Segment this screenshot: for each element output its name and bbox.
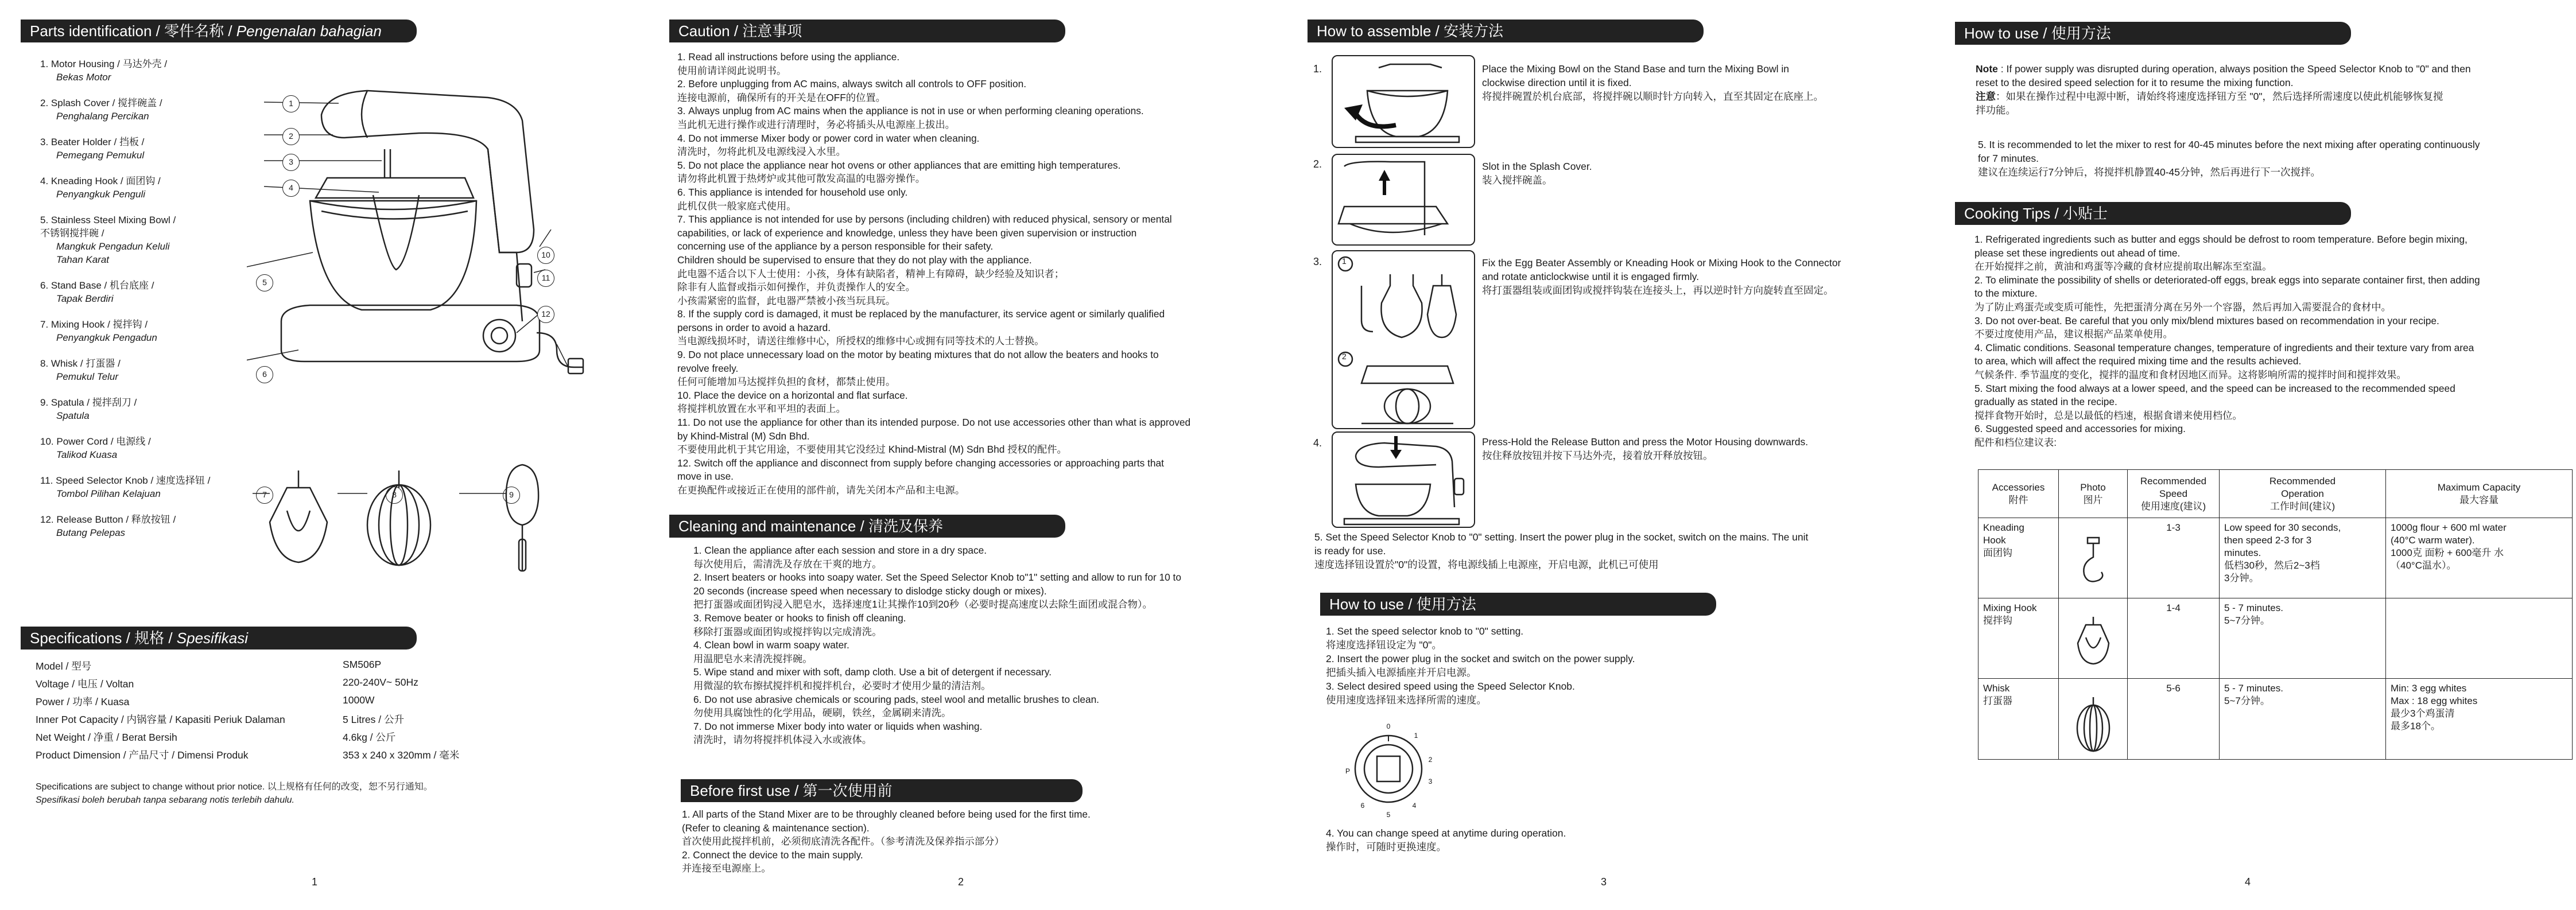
table-cell-operation: 5 - 7 minutes. 5~7分钟。 (2220, 598, 2386, 679)
part-name: 8. Whisk / 打蛋器 / (40, 358, 121, 369)
step-3-text: Fix the Egg Beater Assembly or Kneading Hook or Mixing Hook to the Connector and rotate anticlockwise until it is engaged firmly. 将打蛋器组装或面团钩或搅拌钩装在连接头上，再以逆时针方向旋转直至固定。 (1482, 257, 1841, 296)
part-item (40, 96, 258, 123)
spec-note-italic: Spesifikasi boleh berubah tanpa sebarang notis terlebih dahulu. (36, 795, 294, 805)
part-name-malay: Penyangkuk Penguli (56, 189, 146, 200)
callout-number: 1 (282, 95, 300, 112)
part-item (40, 396, 258, 422)
dial-label: 0 (1386, 722, 1391, 730)
step-5-text: 5. Set the Speed Selector Knob to "0" setting. Insert the power plug in the socket, switch on the mains. The unit is ready for use. 速度选择钮设置於"0"的设置，将电源线插上电源座，开启电源，此机已可使用 (1314, 531, 1809, 570)
spec-row (36, 712, 552, 730)
spec-key: Power / 功率 / Kuasa (36, 696, 130, 707)
part-item (40, 135, 258, 162)
part-name-malay: Penghalang Percikan (56, 111, 149, 122)
part-item (40, 174, 258, 201)
part-name: 2. Splash Cover / 搅拌碗盖 / (40, 98, 162, 108)
spec-row (36, 694, 552, 712)
spec-value: 353 x 240 x 320mm / 毫米 (343, 749, 460, 761)
part-name-malay: Tombol Pilihan Kelajuan (56, 488, 161, 499)
cleaning-header: Cleaning and maintenance / 清洗及保养 (669, 515, 1065, 538)
page-3 (1288, 0, 1932, 910)
part-name-malay: Talikod Kuasa (56, 449, 118, 460)
table-cell-photo (2059, 518, 2128, 598)
table-cell-speed: 1-3 (2128, 518, 2220, 598)
part-name-malay: Spatula (56, 410, 90, 421)
page-number: 2 (957, 876, 964, 888)
part-name-malay: Pemegang Pemukul (56, 150, 145, 161)
callout-number: 5 (256, 274, 273, 291)
dial-label: 4 (1412, 802, 1417, 810)
how-to-use-text-2: 4. You can change speed at anytime during operation. 操作时，可随时更换速度。 (1326, 827, 1566, 853)
callout-number: 6 (256, 366, 273, 383)
callout-number: 8 (386, 487, 403, 504)
page-number: 4 (2244, 876, 2251, 888)
step-3-circle-1: 1 (1342, 256, 1347, 266)
table-cell-accessory: Mixing Hook 搅拌钩 (1978, 598, 2059, 679)
parts-list (40, 57, 258, 552)
table-header-row (1978, 470, 2573, 518)
part-name: 6. Stand Base / 机台底座 / (40, 280, 154, 291)
callout-number: 11 (537, 270, 554, 287)
part-item (40, 279, 258, 305)
release-button-illustration (1333, 433, 1474, 527)
attach-accessory-illustration (1333, 251, 1474, 428)
callout-number: 12 (537, 306, 554, 323)
part-item (40, 435, 258, 461)
note-cn-text (1976, 90, 2573, 117)
first-use-header: Before first use / 第一次使用前 (681, 779, 1083, 802)
table-header-cell: Recommended Operation 工作时间(建议) (2220, 470, 2386, 518)
callout-number: 7 (256, 487, 273, 504)
step-number: 2. (1313, 158, 1322, 170)
spec-header-text: Specifications / 规格 / (30, 629, 177, 647)
cooking-tips-header: Cooking Tips / 小贴士 (1955, 202, 2351, 225)
page-1 (0, 0, 644, 910)
step-number: 1. (1313, 63, 1322, 75)
part-name: 11. Speed Selector Knob / 速度选择钮 / (40, 475, 211, 486)
part-item (40, 213, 258, 266)
table-cell-operation: 5 - 7 minutes. 5~7分钟。 (2220, 679, 2386, 760)
assemble-header: How to assemble / 安装方法 (1308, 20, 1704, 42)
spec-key: Voltage / 电压 / Voltan (36, 678, 134, 690)
table-cell-accessory: Whisk 打蛋器 (1978, 679, 2059, 760)
table-header-cell: Recommended Speed 使用速度(建议) (2128, 470, 2220, 518)
spec-header-italic: Spesifikasi (176, 629, 249, 647)
dial-label: P (1345, 767, 1351, 775)
mixing-hook-icon (2073, 615, 2113, 666)
spec-row (36, 676, 552, 694)
callout-number: 2 (282, 128, 300, 145)
splash-cover-illustration (1333, 155, 1474, 244)
spec-row (36, 748, 552, 765)
spec-row (36, 659, 552, 676)
dial-label: 1 (1414, 732, 1418, 740)
part-name: 5. Stainless Steel Mixing Bowl / 不锈钢搅拌碗 / (40, 215, 176, 239)
step-2-text: Slot in the Splash Cover. 装入搅拌碗盖。 (1482, 161, 1592, 186)
table-header-cell: Photo 图片 (2059, 470, 2128, 518)
parts-header-italic: Pengenalan bahagian (236, 22, 382, 40)
part-item (40, 57, 258, 84)
note-cn-body: ：如果在操作过程中电源中断，请始终将速度选择钮方至 "0"，然后选择所需速度以使此机能够恢复搅 拌功能。 (1976, 91, 2443, 116)
table-header-cell: Maximum Capacity 最大容量 (2386, 470, 2573, 518)
step-1-image (1332, 55, 1475, 148)
spec-note (36, 780, 433, 807)
spec-value: 1000W (343, 694, 375, 706)
rest-text: 5. It is recommended to let the mixer to rest for 40-45 minutes before the next mixing after operating continuously for 7 minutes. 建议在连续运行7分钟后，将搅拌机静置40-45分钟，然后再进行下一次搅拌。 (1978, 139, 2480, 178)
dial-label: 6 (1360, 802, 1365, 810)
table-row (1978, 518, 2573, 598)
table-row (1978, 679, 2573, 760)
cooking-tips-text: 1. Refrigerated ingredients such as butter and eggs should be defrost to room temperature. Before begin mixing, please set these ingredients out ahead of time. 在开始搅拌之前，黄油和鸡蛋等冷藏的食材应提前取出解冻至室温。 2. To eliminate the possibility of shells or deteriorated-off eggs, break eggs into separate container first, then adding to the mixture. 为了防止鸡蛋壳或变质可能性，先把蛋清分离在另外一个容器，然后再加入需要混合的食材中。 3. Do not over-beat. Be careful that you only mix/blend mixtures based on recommendation in your recipe. 不要过度使用产品，建议根据产品菜单使用。 4. Climatic conditions. Seasonal temperature changes, temperature of ingredients and their texture vary from area to area, which will affect the required mixing time and the results achieved. 气候条件. 季节温度的变化，搅拌的温度和食材因地区而异。这将影响所需的搅拌时间和搅拌效果。 5. Start mixing the food always at a lower speed, and the speed can be increased to the recommended speed gradually as stated in the recipe. 搅拌食物开始时，总是以最低的档速，根据食谱来使用档位。 6. Suggested speed and accessories for mixing. 配件和档位建议表: (1974, 234, 2480, 448)
part-name-malay: Pemukul Telur (56, 371, 119, 382)
part-name: 3. Beater Holder / 挡板 / (40, 137, 145, 147)
page-number: 3 (1600, 876, 1607, 888)
table-row (1978, 598, 2573, 679)
part-name: 12. Release Button / 释放按钮 / (40, 514, 176, 525)
table-cell-photo (2059, 598, 2128, 679)
part-name: 7. Mixing Hook / 搅拌钩 / (40, 319, 148, 330)
whisk-icon (2073, 695, 2113, 752)
step-number: 4. (1313, 437, 1322, 449)
table-header-cell: Accessories 附件 (1978, 470, 2059, 518)
speed-accessory-table (1978, 469, 2573, 760)
how-to-use-header: How to use / 使用方法 (1955, 22, 2351, 45)
page-number: 1 (311, 876, 317, 888)
dial-label: 2 (1428, 756, 1433, 764)
table-cell-photo (2059, 679, 2128, 760)
table-cell-capacity: Min: 3 egg whites Max : 18 egg whites 最少3个鸡蛋清 最多18个。 (2386, 679, 2573, 760)
caution-header: Caution / 注意事项 (669, 20, 1065, 42)
note-text (1976, 62, 2573, 90)
spec-key: Net Weight / 净重 / Berat Bersih (36, 732, 177, 743)
step-1-text: Place the Mixing Bowl on the Stand Base and turn the Mixing Bowl in clockwise direction until it is fixed. 将搅拌碗置於机台底部，将搅拌碗以顺时针方向转入，直至其固定在底座上。 (1482, 63, 1824, 102)
spec-row (36, 730, 552, 748)
spec-value: 220-240V~ 50Hz (343, 676, 418, 688)
part-name: 4. Kneading Hook / 面团钩 / (40, 176, 161, 186)
step-2-image (1332, 154, 1475, 246)
table-cell-speed: 1-4 (2128, 598, 2220, 679)
parts-header (21, 20, 417, 42)
table-cell-capacity (2386, 598, 2573, 679)
how-to-use-text: 1. Set the speed selector knob to "0" setting. 将速度选择钮设定为 "0"。 2. Insert the power plug in the socket and switch on the power supply. 把插头插入电源插座并开启电源。 3. Select desired speed using the Speed Selector Knob. 使用速度选择钮来选择所需的速度。 (1326, 625, 1635, 706)
spec-key: Product Dimension / 产品尺寸 / Dimensi Produk (36, 749, 249, 761)
step-4-text: Press-Hold the Release Button and press the Motor Housing downwards. 按住释放按钮并按下马达外壳，接着放开释放按钮。 (1482, 436, 1809, 461)
part-item (40, 318, 258, 344)
part-item (40, 474, 258, 500)
bowl-rotate-illustration (1333, 56, 1474, 147)
table-cell-accessory: Kneading Hook 面团钩 (1978, 518, 2059, 598)
part-item (40, 357, 258, 383)
accessories-illustration (253, 459, 585, 574)
table-cell-speed: 5-6 (2128, 679, 2220, 760)
table-cell-operation: Low speed for 30 seconds, then speed 2-3 for 3 minutes. 低档30秒，然后2~3档 3分钟。 (2220, 518, 2386, 598)
spec-table (36, 659, 552, 765)
part-name-malay: Butang Pelepas (56, 527, 126, 538)
cleaning-text: 1. Clean the appliance after each session and store in a dry space. 每次使用后，需清洗及存放在干爽的地方。 2. Insert beaters or hooks into soapy water. Set the Speed Selector Knob to"1" setting and allow to run for 10 to 20 seconds (increase speed when necessary to dislodge sticky dough or mixes). 把打蛋器或面团钩浸入肥皂水，选择速度1让其操作10到20秒（必要时提高速度以去除生面团或混合物）。 3. Remove beater or hooks to finish off cleaning. 移除打蛋器或面团钩或搅拌钩以完成清洗。 4. Clean bowl in warm soapy water. 用温肥皂水来清洗搅拌碗。 5. Wipe stand and mixer with soft, damp cloth. Use a bit of detergent if necessary. 用微湿的软布擦拭搅拌机和搅拌机台，必要时才使用少量的清洁剂。 6. Do not use abrasive chemicals or scouring pads, steel wool and metallic brushes to clean. 勿使用具腐蚀性的化学用品，硬刷，铁丝，金属刷来清洗。 7. Do not immerse Mixer body into water or liquids when washing. 清洗时，请勿将搅拌机体浸入水或液体。 (693, 545, 1181, 746)
kneading-hook-icon (2076, 534, 2111, 586)
step-3-image (1332, 250, 1475, 429)
spec-note-text: Specifications are subject to change without prior notice. 以上规格有任何的改变，恕不另行通知。 (36, 782, 433, 792)
spec-key: Model / 型号 (36, 660, 92, 672)
speed-dial-illustration (1334, 716, 1443, 819)
mixer-illustration (247, 80, 591, 390)
parts-header-text: Parts identification / 零件名称 / (30, 22, 236, 40)
part-name: 9. Spatula / 搅拌刮刀 / (40, 397, 137, 408)
part-name-malay: Mangkuk Pengadun Keluli Tahan Karat (56, 241, 170, 265)
spec-key: Inner Pot Capacity / 内锅容量 / Kapasiti Periuk Dalaman (36, 714, 285, 725)
dial-label: 3 (1428, 777, 1433, 785)
step-3-circle-2: 2 (1342, 352, 1347, 361)
part-name: 1. Motor Housing / 马达外壳 / (40, 59, 168, 69)
part-name-malay: Penyangkuk Pengadun (56, 332, 157, 343)
note-body: : If power supply was disrupted during operation, always position the Speed Selector Knob to "0" and then reset to the desired speed selection for it to resume the mixing function. (1976, 63, 2471, 88)
callout-number: 10 (537, 247, 554, 264)
spec-value: 4.6kg / 公斤 (343, 732, 396, 743)
spec-value: SM506P (343, 659, 382, 670)
callout-number: 9 (503, 487, 520, 504)
part-name: 10. Power Cord / 电源线 / (40, 436, 151, 447)
part-item (40, 513, 258, 539)
callout-number: 3 (282, 154, 300, 171)
step-number: 3. (1313, 256, 1322, 267)
part-name-malay: Tapak Berdiri (56, 293, 114, 304)
callout-number: 4 (282, 180, 300, 197)
how-to-use-header: How to use / 使用方法 (1320, 593, 1716, 616)
note-label: Note (1976, 63, 1998, 75)
spec-value: 5 Litres / 公升 (343, 714, 404, 725)
step-4-image (1332, 431, 1475, 528)
part-name-malay: Bekas Motor (56, 72, 111, 83)
page-2 (644, 0, 1288, 910)
page-4 (1932, 0, 2576, 910)
caution-text: 1. Read all instructions before using the appliance. 使用前请详阅此说明书。 2. Before unplugging from AC mains, always switch all controls to OFF position. 连接电源前，确保所有的开关是在OFF的位置。 3. Always unplug from AC mains when the appliance is not in use or when performing cleaning operations. 当此机无进行操作或进行清理时，务必将插头从电源座上拔出。 4. Do not immerse Mixer body or power cord in water when cleaning. 清洗时，勿将此机及电源线浸入水里。 5. Do not place the appliance near hot ovens or other appliances that are emitting high temperatures. 请勿将此机置于热烤炉或其他可散发高温的电器旁操作。 6. This appliance is intended for household use only. 此机仅供一般家庭式使用。 7. This appliance is not intended for use by persons (including children) with reduced physical, sensory or mental capabilities, or lack of experience and knowledge, unless they have been given supervision or instruction concerning use of the appliance by a person responsible for their safety. Children should be supervised to ensure that they do not play with the appliance. 此电器不适合以下人士使用：小孩，身体有缺陷者，精神上有障碍，缺少经验及知识者； 除非有人监督或指示如何操作，并负责操作人的安全。 小孩需紧密的监督，此电器严禁被小孩当玩具玩。 8. If the supply cord is damaged, it must be replaced by the manufacturer, its service agent or similarly qualified persons in order to avoid a hazard. 当电源线损坏时，请送往维修中心，所授权的维修中心或拥有同等技术的人士替换。 9. Do not place unnecessary load on the motor by beating mixtures that do not allow the beaters and hooks to revolve freely. 任何可能增加马达搅拌负担的食材，都禁止使用。 10. Place the device on a horizontal and flat surface. 将搅拌机放置在水平和平坦的表面上。 11. Do not use the appliance for other than its intended purpose. Do not use accessories other than what is approved by Khind-Mistral (M) Sdn Bhd. 不要使用此机于其它用途，不要使用其它没经过 Khind-Mistral (M) Sdn Bhd 授权的配件。 12. Switch off the appliance and disconnect from supply before changing accessories or approaching parts that move in use. 在更换配件或接近正在使用的部件前，请先关闭本产品和主电源。 (677, 51, 1191, 496)
first-use-text: 1. All parts of the Stand Mixer are to be throughly cleaned before being used for the first time. (Refer to cleaning & maintenance section). 首次使用此搅拌机前，必须彻底清洗各配件。（参考清洗及保养指示部分） 2. Connect the device to the main supply. 并连接至电源座上。 (682, 808, 1091, 874)
table-cell-capacity: 1000g flour + 600 ml water (40°C warm water). 1000克 面粉 + 600毫升 水 （40°C温水）。 (2386, 518, 2573, 598)
dial-label: 5 (1386, 811, 1391, 819)
note-cn-label: 注意 (1976, 91, 1996, 102)
spec-header (21, 627, 417, 650)
